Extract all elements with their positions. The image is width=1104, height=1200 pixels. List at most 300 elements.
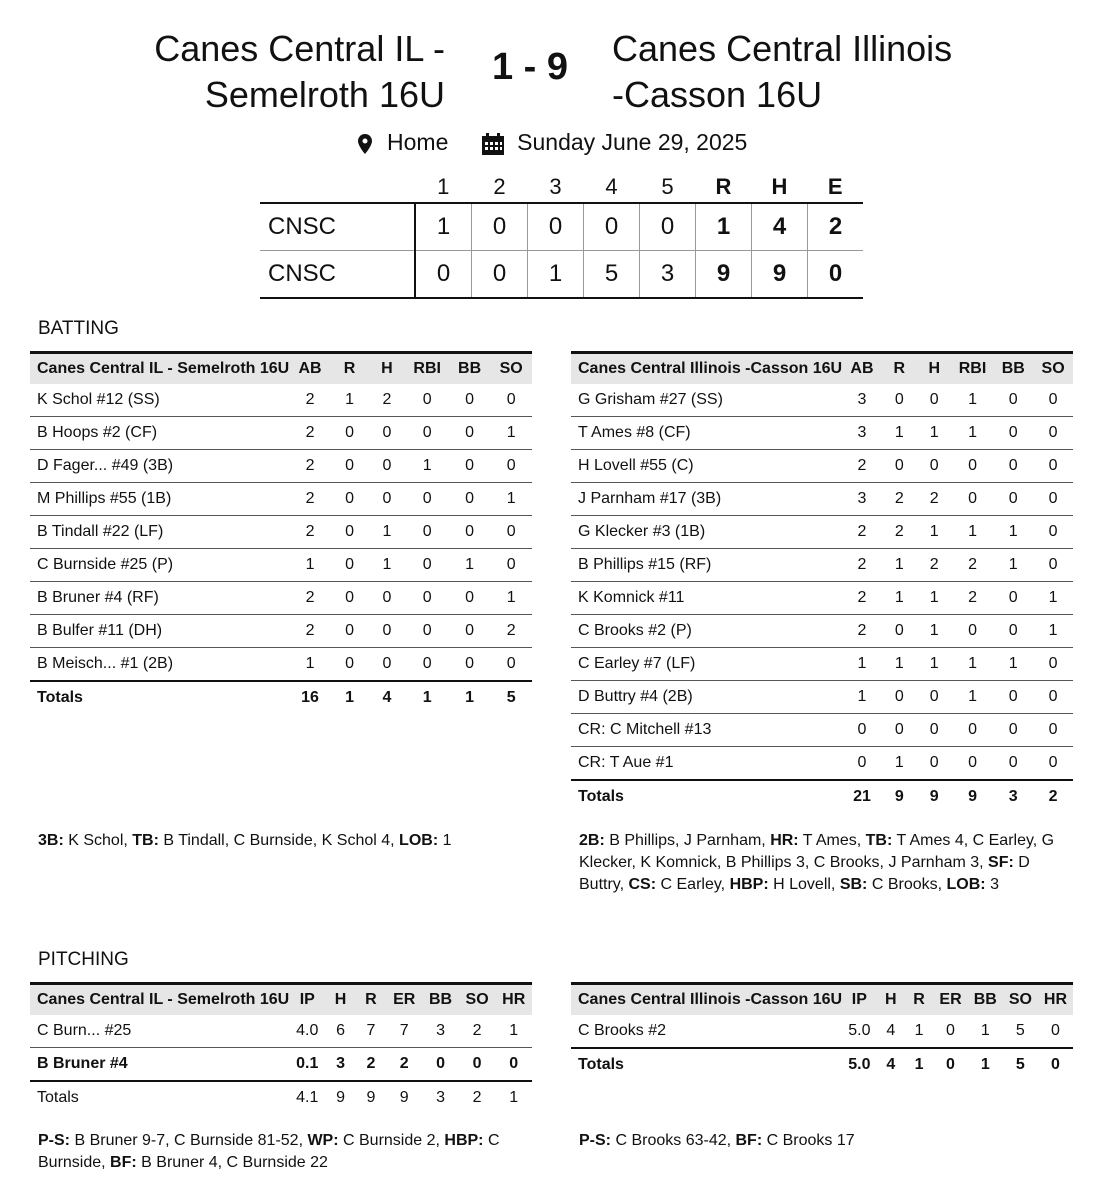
- stat-column-header: R: [905, 984, 933, 1016]
- stat-cell: 2: [289, 483, 331, 516]
- table-row: [30, 549, 532, 582]
- note-text: 1: [438, 832, 452, 849]
- totals-cell: 9: [366, 1089, 376, 1106]
- stat-cell: 0: [449, 450, 491, 483]
- stat-cell: 2: [842, 450, 882, 483]
- stat-cell: 1: [1033, 615, 1073, 648]
- stat-cell: 1: [882, 747, 917, 781]
- stat-cell: 0: [993, 384, 1033, 417]
- stat-cell: 4: [877, 1015, 905, 1048]
- final-score: 1 - 9: [491, 46, 569, 88]
- stat-cell: 0: [882, 384, 917, 417]
- note-text: T Ames 4, C Earley, G Klecker, K Komnick, B Phillips 3, C Brooks, J Parnham 3,: [579, 832, 1055, 871]
- table-row: [30, 417, 532, 450]
- table-header-row: [571, 353, 1073, 385]
- stat-cell: 0: [917, 384, 952, 417]
- player-name: H Lovell #55 (C): [571, 450, 842, 483]
- note-label: BF:: [735, 1132, 763, 1149]
- stat-cell: 0: [368, 615, 405, 648]
- stat-column-header: AB: [842, 353, 882, 385]
- player-name: B Bulfer #11 (DH): [30, 615, 289, 648]
- stat-cell: 1: [917, 417, 952, 450]
- table-row: [571, 516, 1073, 549]
- table-header-row: [30, 353, 532, 385]
- inning-score: 3: [640, 251, 696, 299]
- hits-total: 4: [752, 203, 808, 251]
- totals-cell: 21: [853, 788, 871, 805]
- table-row: [30, 483, 532, 516]
- stat-cell: 0: [1033, 747, 1073, 781]
- stat-column-header: H: [325, 984, 355, 1016]
- away-team-name: [60, 26, 445, 118]
- table-row: [30, 648, 532, 682]
- player-name: B Hoops #2 (CF): [30, 417, 289, 450]
- stat-cell: 0: [331, 417, 368, 450]
- stat-cell: 0: [449, 417, 491, 450]
- stat-cell: 1: [917, 615, 952, 648]
- player-name: D Buttry #4 (2B): [571, 681, 842, 714]
- table-row: [30, 516, 532, 549]
- stat-cell: 1: [882, 582, 917, 615]
- stat-column-header: SO: [490, 353, 532, 385]
- stat-cell: 1: [993, 516, 1033, 549]
- note-text: C Brooks 17: [762, 1132, 855, 1149]
- stat-column-header: R: [356, 984, 386, 1016]
- stat-cell: 3: [842, 483, 882, 516]
- stat-cell: 2: [459, 1015, 496, 1048]
- stat-cell: 0: [952, 450, 994, 483]
- table-row: [30, 615, 532, 648]
- totals-label: Totals: [578, 788, 624, 805]
- totals-row: [30, 681, 532, 714]
- totals-cell: 9: [894, 788, 904, 805]
- player-name: B Tindall #22 (LF): [30, 516, 289, 549]
- stat-column-header: AB: [289, 353, 331, 385]
- totals-cell: 5.0: [848, 1056, 871, 1073]
- stat-cell: 7: [356, 1015, 386, 1048]
- stat-column-header: H: [368, 353, 405, 385]
- stat-cell: 1: [917, 648, 952, 681]
- stat-cell: 1: [952, 681, 994, 714]
- stat-cell: 1: [368, 516, 405, 549]
- stat-cell: 3: [422, 1015, 459, 1048]
- player-name: C Brooks #2 (P): [571, 615, 842, 648]
- runs-total: 9: [696, 251, 752, 299]
- stat-cell: 0: [993, 483, 1033, 516]
- stat-column-header: BB: [449, 353, 491, 385]
- stat-cell: 1: [331, 384, 368, 417]
- stat-cell: 1: [842, 681, 882, 714]
- player-name: M Phillips #55 (1B): [30, 483, 289, 516]
- totals-cell: 0: [1051, 1056, 1060, 1073]
- stat-cell: 0: [406, 615, 449, 648]
- note-text: C Burnside,: [38, 1132, 500, 1171]
- totals-cell: 1: [465, 689, 475, 706]
- table-row: [571, 648, 1073, 681]
- inning-score: 0: [472, 203, 528, 251]
- player-name: CR: T Aue #1: [571, 747, 842, 781]
- batting-section-title: BATTING: [38, 318, 119, 339]
- note-label: SF:: [988, 854, 1014, 871]
- totals-cell: 4: [382, 689, 392, 706]
- table-row: [30, 450, 532, 483]
- stat-cell: 1: [952, 417, 994, 450]
- totals-row: [571, 1048, 1073, 1081]
- stat-cell: 0: [490, 549, 532, 582]
- note-text: C Brooks 63-42,: [611, 1132, 736, 1149]
- note-text: B Tindall, C Burnside, K Schol 4,: [158, 832, 400, 849]
- totals-cell: 1: [422, 689, 432, 706]
- player-name: C Brooks #2: [571, 1015, 842, 1048]
- calendar-icon: [481, 129, 505, 156]
- stat-column-header: ER: [933, 984, 968, 1016]
- player-name: C Burnside #25 (P): [30, 549, 289, 582]
- table-row: [571, 384, 1073, 417]
- note-text: B Bruner 9-7, C Burnside 81-52,: [70, 1132, 308, 1149]
- totals-cell: 1: [345, 689, 354, 706]
- stat-cell: 0: [490, 450, 532, 483]
- stat-cell: 0: [406, 483, 449, 516]
- stat-cell: 0: [449, 483, 491, 516]
- table-row: [30, 1015, 532, 1048]
- stat-cell: 0: [406, 648, 449, 682]
- stat-cell: 0: [368, 483, 405, 516]
- note-label: LOB:: [399, 832, 439, 849]
- totals-cell: 3: [1008, 788, 1018, 805]
- player-name: T Ames #8 (CF): [571, 417, 842, 450]
- pitching-notes-home: [579, 1130, 1069, 1152]
- stat-cell: 1: [952, 384, 994, 417]
- location-label: Home: [387, 129, 449, 156]
- location-pin-icon: [357, 129, 373, 156]
- batting-notes-home: [579, 830, 1069, 896]
- totals-cell: 4: [886, 1056, 896, 1073]
- stat-cell: 2: [842, 615, 882, 648]
- inning-score: 1: [528, 251, 584, 299]
- stat-column-header: HR: [495, 984, 532, 1016]
- stat-cell: 0: [331, 648, 368, 682]
- stat-cell: 2: [952, 549, 994, 582]
- stat-cell: 0: [1033, 549, 1073, 582]
- pitching-table-home: [571, 982, 1073, 1081]
- stat-cell: 1: [842, 648, 882, 681]
- stat-cell: 0: [331, 582, 368, 615]
- totals-cell: 2: [472, 1089, 482, 1106]
- inning-score: 5: [584, 251, 640, 299]
- stat-cell: 1: [289, 549, 331, 582]
- totals-cell: 1: [914, 1056, 924, 1073]
- totals-cell: 1: [509, 1089, 519, 1106]
- note-label: WP:: [307, 1132, 339, 1149]
- table-row: [571, 747, 1073, 781]
- stat-cell: 2: [842, 516, 882, 549]
- stat-cell: 0: [917, 681, 952, 714]
- stat-cell: 0: [331, 615, 368, 648]
- stat-cell: 0: [882, 714, 917, 747]
- batting-table-home: [571, 351, 1073, 813]
- stat-column-header: RBI: [406, 353, 449, 385]
- totals-row: [30, 1081, 532, 1114]
- totals-cell: 3: [436, 1089, 445, 1106]
- stat-cell: 2: [289, 450, 331, 483]
- stat-cell: 0: [842, 747, 882, 781]
- note-label: TB:: [132, 832, 159, 849]
- pitching-table-away: [30, 982, 532, 1114]
- inning-header: 2: [493, 174, 506, 199]
- table-row: [571, 549, 1073, 582]
- stat-column-header: IP: [289, 984, 325, 1016]
- stat-cell: 1: [289, 648, 331, 682]
- stat-cell: 0: [993, 417, 1033, 450]
- note-text: H Lovell,: [768, 876, 840, 893]
- stat-column-header: IP: [842, 984, 877, 1016]
- stat-cell: 1: [993, 648, 1033, 681]
- stat-column-header: H: [877, 984, 905, 1016]
- stat-cell: 0: [1033, 384, 1073, 417]
- player-name: CR: C Mitchell #13: [571, 714, 842, 747]
- player-name: B Bruner #4: [30, 1048, 289, 1082]
- table-row: [571, 681, 1073, 714]
- runs-total: 1: [696, 203, 752, 251]
- runs-header: R: [715, 174, 732, 199]
- stat-cell: 0: [490, 384, 532, 417]
- table-row: [571, 483, 1073, 516]
- stat-column-header: BB: [993, 353, 1033, 385]
- stat-cell: 1: [968, 1015, 1003, 1048]
- stat-column-header: HR: [1038, 984, 1073, 1016]
- stat-cell: 0: [406, 516, 449, 549]
- note-label: P-S:: [38, 1132, 70, 1149]
- table-header-row: [571, 984, 1073, 1016]
- inning-score: 0: [584, 203, 640, 251]
- player-name: C Burn... #25: [30, 1015, 289, 1048]
- inning-header: 4: [605, 174, 618, 199]
- stat-cell: 2: [882, 516, 917, 549]
- stat-cell: 0: [459, 1048, 496, 1082]
- stat-cell: 2: [917, 549, 952, 582]
- inning-score: 0: [528, 203, 584, 251]
- stat-cell: 0: [1033, 450, 1073, 483]
- stat-cell: 0: [422, 1048, 459, 1082]
- stat-cell: 1: [993, 549, 1033, 582]
- stat-cell: 0: [882, 615, 917, 648]
- stat-cell: 0: [449, 516, 491, 549]
- stat-cell: 0: [842, 714, 882, 747]
- stat-cell: 2: [952, 582, 994, 615]
- note-text: K Schol,: [63, 832, 133, 849]
- player-name: C Earley #7 (LF): [571, 648, 842, 681]
- stat-column-header: SO: [1033, 353, 1073, 385]
- stat-cell: 2: [289, 384, 331, 417]
- stat-cell: 0: [882, 450, 917, 483]
- stat-cell: 1: [368, 549, 405, 582]
- table-row: [30, 384, 532, 417]
- stat-cell: 0: [993, 615, 1033, 648]
- stat-cell: 0: [993, 450, 1033, 483]
- inning-header: 1: [437, 174, 450, 199]
- stat-cell: 2: [490, 615, 532, 648]
- stat-cell: 0: [1033, 714, 1073, 747]
- stat-cell: 1: [882, 417, 917, 450]
- stat-cell: 0: [882, 681, 917, 714]
- line-score-header: [260, 172, 863, 203]
- game-date: Sunday June 29, 2025: [517, 129, 748, 156]
- stat-cell: 0: [331, 483, 368, 516]
- stat-cell: 0: [331, 516, 368, 549]
- inning-score: 0: [415, 251, 472, 299]
- stat-cell: 0: [917, 450, 952, 483]
- stat-cell: 2: [289, 582, 331, 615]
- team-column-header: Canes Central Illinois -Casson 16U: [571, 984, 842, 1016]
- player-name: D Fager... #49 (3B): [30, 450, 289, 483]
- stat-cell: 1: [449, 549, 491, 582]
- line-score-row-away: [260, 203, 863, 251]
- stat-cell: 0: [490, 648, 532, 682]
- stat-cell: 4.0: [289, 1015, 325, 1048]
- stat-cell: 0: [1033, 681, 1073, 714]
- line-score-row-home: [260, 251, 863, 299]
- inning-score: 1: [415, 203, 472, 251]
- stat-cell: 0: [993, 582, 1033, 615]
- errors-header: E: [827, 174, 843, 199]
- stat-column-header: RBI: [952, 353, 994, 385]
- stat-column-header: BB: [422, 984, 459, 1016]
- stat-cell: 0: [1033, 483, 1073, 516]
- stat-cell: 2: [842, 582, 882, 615]
- stat-cell: 0: [368, 648, 405, 682]
- note-text: C Burnside 2,: [338, 1132, 445, 1149]
- team-column-header: Canes Central IL - Semelroth 16U: [30, 353, 289, 385]
- stat-cell: 0: [1038, 1015, 1073, 1048]
- stat-cell: 0: [449, 384, 491, 417]
- stat-cell: 0: [1033, 516, 1073, 549]
- totals-cell: 0: [946, 1056, 955, 1073]
- line-score-table: [260, 172, 863, 299]
- totals-row: [571, 780, 1073, 813]
- pitching-notes-away: [38, 1130, 538, 1174]
- note-text: B Phillips, J Parnham,: [604, 832, 771, 849]
- table-row: [571, 417, 1073, 450]
- team-column-header: Canes Central Illinois -Casson 16U: [571, 353, 842, 385]
- stat-cell: 0: [368, 450, 405, 483]
- stat-cell: 0: [406, 417, 449, 450]
- home-team-line1: Canes Central Illinois: [612, 28, 953, 69]
- stat-cell: 1: [882, 549, 917, 582]
- player-name: B Bruner #4 (RF): [30, 582, 289, 615]
- totals-cell: 5: [506, 689, 516, 706]
- away-team-line2: Semelroth 16U: [204, 74, 445, 115]
- table-row: [571, 450, 1073, 483]
- stat-cell: 0: [1033, 648, 1073, 681]
- hits-total: 9: [752, 251, 808, 299]
- stat-cell: 0: [368, 582, 405, 615]
- stat-cell: 0: [331, 549, 368, 582]
- stat-cell: 0: [331, 450, 368, 483]
- stat-column-header: SO: [459, 984, 496, 1016]
- totals-cell: 9: [336, 1089, 345, 1106]
- totals-cell: 9: [968, 788, 977, 805]
- stat-column-header: BB: [968, 984, 1003, 1016]
- totals-cell: 9: [929, 788, 939, 805]
- note-text: D Buttry,: [579, 854, 1030, 893]
- player-name: G Grisham #27 (SS): [571, 384, 842, 417]
- stat-cell: 1: [495, 1015, 532, 1048]
- stat-cell: 2: [289, 417, 331, 450]
- stat-cell: 0: [993, 747, 1033, 781]
- stat-cell: 2: [289, 516, 331, 549]
- totals-cell: 5: [1015, 1056, 1025, 1073]
- stat-cell: 0: [495, 1048, 532, 1082]
- stat-cell: 2: [882, 483, 917, 516]
- stat-cell: 5: [1003, 1015, 1038, 1048]
- note-label: HR:: [770, 832, 799, 849]
- stat-column-header: ER: [386, 984, 422, 1016]
- hits-header: H: [771, 174, 788, 199]
- note-label: SB:: [839, 876, 868, 893]
- stat-column-header: SO: [1003, 984, 1038, 1016]
- stat-cell: 2: [356, 1048, 386, 1082]
- stat-cell: 1: [406, 450, 449, 483]
- player-name: G Klecker #3 (1B): [571, 516, 842, 549]
- stat-cell: 1: [905, 1015, 933, 1048]
- errors-total: 0: [808, 251, 864, 299]
- stat-cell: 7: [386, 1015, 422, 1048]
- totals-cell: 16: [301, 689, 319, 706]
- stat-cell: 1: [490, 417, 532, 450]
- table-row: [571, 1015, 1073, 1048]
- stat-cell: 0: [406, 384, 449, 417]
- note-text: B Bruner 4, C Burnside 22: [136, 1154, 328, 1171]
- stat-cell: 0: [993, 714, 1033, 747]
- player-name: B Meisch... #1 (2B): [30, 648, 289, 682]
- stat-cell: 3: [842, 417, 882, 450]
- note-label: BF:: [110, 1154, 137, 1171]
- stat-cell: 1: [952, 516, 994, 549]
- note-label: 2B:: [579, 832, 605, 849]
- stat-cell: 2: [386, 1048, 422, 1082]
- table-row: [30, 582, 532, 615]
- totals-label: Totals: [37, 689, 83, 706]
- note-label: HBP:: [729, 876, 769, 893]
- inning-score: 0: [640, 203, 696, 251]
- stat-cell: 0: [1033, 417, 1073, 450]
- note-text: T Ames,: [798, 832, 866, 849]
- stat-cell: 0: [368, 417, 405, 450]
- player-name: B Phillips #15 (RF): [571, 549, 842, 582]
- away-team-line1: Canes Central IL -: [154, 28, 445, 69]
- stat-cell: 0: [993, 681, 1033, 714]
- note-label: TB:: [865, 832, 893, 849]
- note-label: LOB:: [946, 876, 986, 893]
- totals-label: Totals: [578, 1056, 624, 1073]
- stat-cell: 0: [449, 615, 491, 648]
- note-label: 3B:: [38, 832, 64, 849]
- inning-score: 0: [472, 251, 528, 299]
- stat-cell: 0: [406, 549, 449, 582]
- stat-cell: 2: [368, 384, 405, 417]
- batting-table-away: [30, 351, 532, 714]
- stat-cell: 0: [449, 648, 491, 682]
- stat-cell: 0: [917, 747, 952, 781]
- totals-cell: 1: [980, 1056, 990, 1073]
- table-row: [571, 714, 1073, 747]
- stat-cell: 2: [917, 483, 952, 516]
- note-text: 3: [985, 876, 999, 893]
- table-row: [30, 1048, 532, 1082]
- totals-cell: 4.1: [296, 1089, 319, 1106]
- table-header-row: [30, 984, 532, 1016]
- stat-cell: 0: [449, 582, 491, 615]
